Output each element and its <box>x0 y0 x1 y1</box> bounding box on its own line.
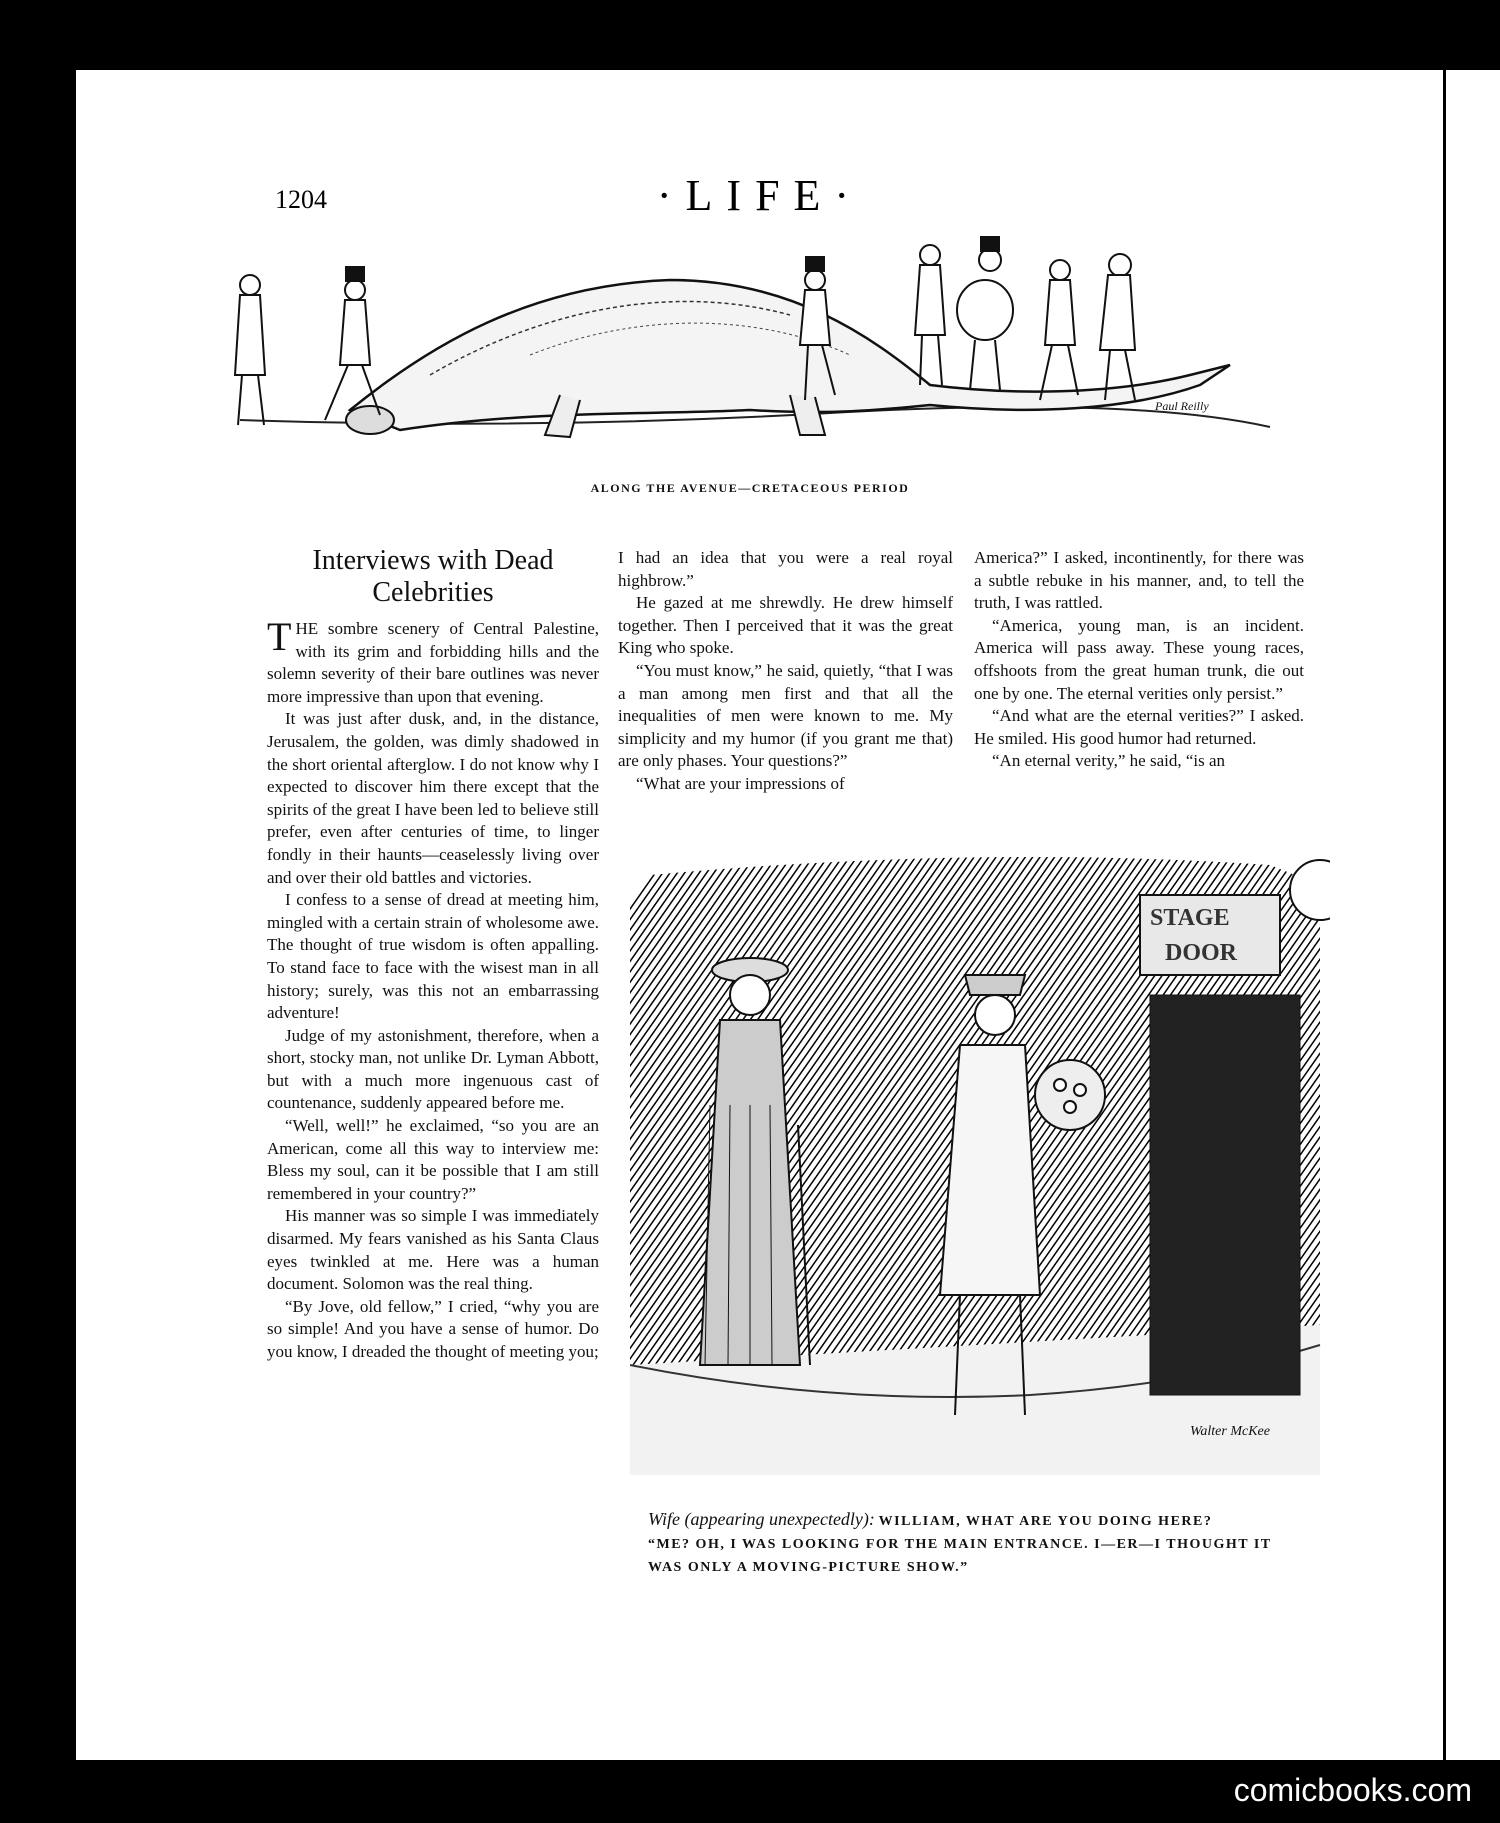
svg-text:Walter McKee: Walter McKee <box>1190 1424 1270 1439</box>
paragraph: America?” I asked, incontinently, for there was a subtle rebuke in his manner, and, to tell the truth, I was rattled. <box>974 548 1304 613</box>
stage-door-caption <box>648 1508 1298 1579</box>
paragraph: HE sombre scenery of Central Palestine, with its grim and forbidding hills and the solemn severity of their bare outlines was never more impressive than upon that evening. <box>267 619 599 706</box>
paragraph: “An eternal verity,” he said, “is an <box>992 751 1226 771</box>
masthead: ·LIFE· <box>656 171 864 220</box>
paragraph: I had an idea that you were a real royal highbrow.” <box>618 548 953 590</box>
article-column-1 <box>267 614 599 1364</box>
caption-line-1: WILLIAM, WHAT ARE YOU DOING HERE? <box>878 1514 1213 1529</box>
paragraph: He gazed at me shrewdly. He drew himself together. Then I perceived that it was the great King who spoke. <box>618 593 953 658</box>
svg-text:DOOR: DOOR <box>1165 940 1237 966</box>
paragraph: “America, young man, is an incident. America will pass away. These young races, offshoots from the great human trunk, die out one by one. The eternal verities only persist.” <box>974 615 1304 703</box>
drop-cap: T <box>267 614 292 659</box>
article-column-2 <box>618 547 953 796</box>
paragraph: His manner was so simple I was immediately disarmed. My fears vanished as his Santa Claus eyes twinkled at me. Here was a human document. Solomon was the real thing. <box>267 1206 599 1294</box>
paragraph: It was just after dusk, and, in the distance, Jerusalem, the golden, was dimly shadowed in the short oriental afterglow. I do not know why I expected to discover him there except that the spirits of the great I have been led to believe still prefer, even after centuries of time, to linger fondly in their haunts—ceaselessly living over and over their old battles and victories. <box>267 709 599 887</box>
paragraph: “By Jove, old fellow,” I cried, “why you are so simple! And you have a sense of humor. Do you know, I dreaded the thought of meeting you; <box>267 1296 599 1361</box>
top-cartoon-illustration <box>230 225 1290 470</box>
paragraph: “Well, well!” he exclaimed, “so you are an American, come all this way to interview me: Bless my soul, can it be possible that I am still remembered in your country?” <box>267 1116 599 1203</box>
svg-text:Paul Reilly: Paul Reilly <box>1155 399 1209 413</box>
site-watermark: comicbooks.com <box>1233 1772 1472 1808</box>
paragraph: Judge of my astonishment, therefore, when a short, stocky man, not unlike Dr. Lyman Abbott, but with a much more ingenuous cast of countenance, suddenly appeared before me. <box>267 1025 599 1113</box>
caption-line-2: “ME? OH, I WAS LOOKING FOR THE MAIN ENTRANCE. I—ER—I THOUGHT IT WAS ONLY A MOVING-PICTURE SHOW.” <box>648 1537 1272 1575</box>
caption-speaker: Wife (appearing unexpectedly): <box>648 1509 875 1529</box>
stage-door-cartoon <box>630 845 1330 1475</box>
svg-text:STAGE: STAGE <box>1150 905 1230 931</box>
page-number: 1204 <box>275 185 327 214</box>
next-page-edge <box>1446 70 1500 1760</box>
article-column-3 <box>974 547 1304 773</box>
paragraph: “What are your impressions of <box>636 773 845 793</box>
paragraph: I confess to a sense of dread at meeting him, mingled with a certain strain of wholesome awe. The thought of true wisdom is often appalling. To stand face to face with the wisest man in all history; surely, was this not an embarrassing adventure! <box>267 890 599 1023</box>
article-title: Interviews with Dead Celebrities <box>312 545 554 608</box>
paragraph: “And what are the eternal verities?” I asked. He smiled. His good humor had returned. <box>974 706 1304 748</box>
paragraph: “You must know,” he said, quietly, “that I was a man among men first and that all the inequalities of men were known to me. My simplicity and my humor (if you grant me that) are only phases. Your questions?” <box>618 660 953 771</box>
top-cartoon-caption: ALONG THE AVENUE—CRETACEOUS PERIOD <box>590 481 910 495</box>
